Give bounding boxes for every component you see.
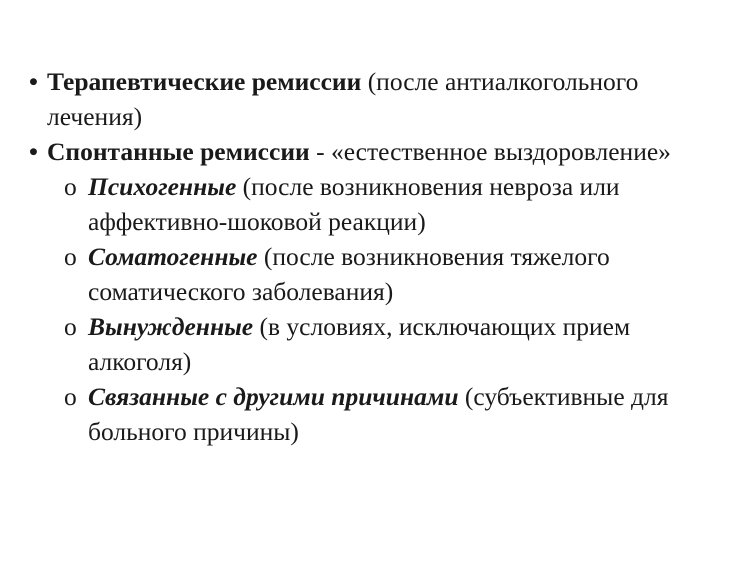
- item-description: (субъективные для больного причины): [88, 382, 669, 446]
- sublist-item-psychogenic: [64, 169, 729, 239]
- term-label: Психогенные: [88, 172, 237, 201]
- item-description: (после антиалкогольного лечения): [47, 67, 639, 131]
- bullet-list: [29, 64, 729, 449]
- sublist-item-somatogenic: [64, 239, 729, 309]
- sub-bullet-marker: o: [64, 172, 77, 201]
- sub-bullet-marker: o: [64, 242, 77, 271]
- item-description: (после возникновения невроза или аффективно-шоковой реакции): [88, 172, 620, 236]
- item-description: (в условиях, исключающих прием алкоголя): [88, 312, 631, 376]
- list-item-therapeutic-remission: [29, 64, 729, 134]
- term-label: Связанные с другими причинами: [88, 382, 459, 411]
- term-label: Спонтанные ремиссии: [47, 137, 310, 166]
- item-description: (после возникновения тяжелого соматического заболевания): [88, 242, 610, 306]
- sub-bullet-marker: o: [64, 382, 77, 411]
- term-label: Терапевтические ремиссии: [47, 67, 362, 96]
- sub-bullet-marker: o: [64, 312, 77, 341]
- sublist-item-forced: [64, 309, 729, 379]
- sublist-item-other-causes: [64, 379, 729, 449]
- item-description: - «естественное выздоровление»: [309, 137, 671, 166]
- bullet-marker: •: [29, 67, 38, 96]
- list-item-spontaneous-remission: [29, 134, 729, 169]
- term-label: Вынужденные: [88, 312, 254, 341]
- bullet-marker: •: [29, 137, 38, 166]
- term-label: Соматогенные: [88, 242, 258, 271]
